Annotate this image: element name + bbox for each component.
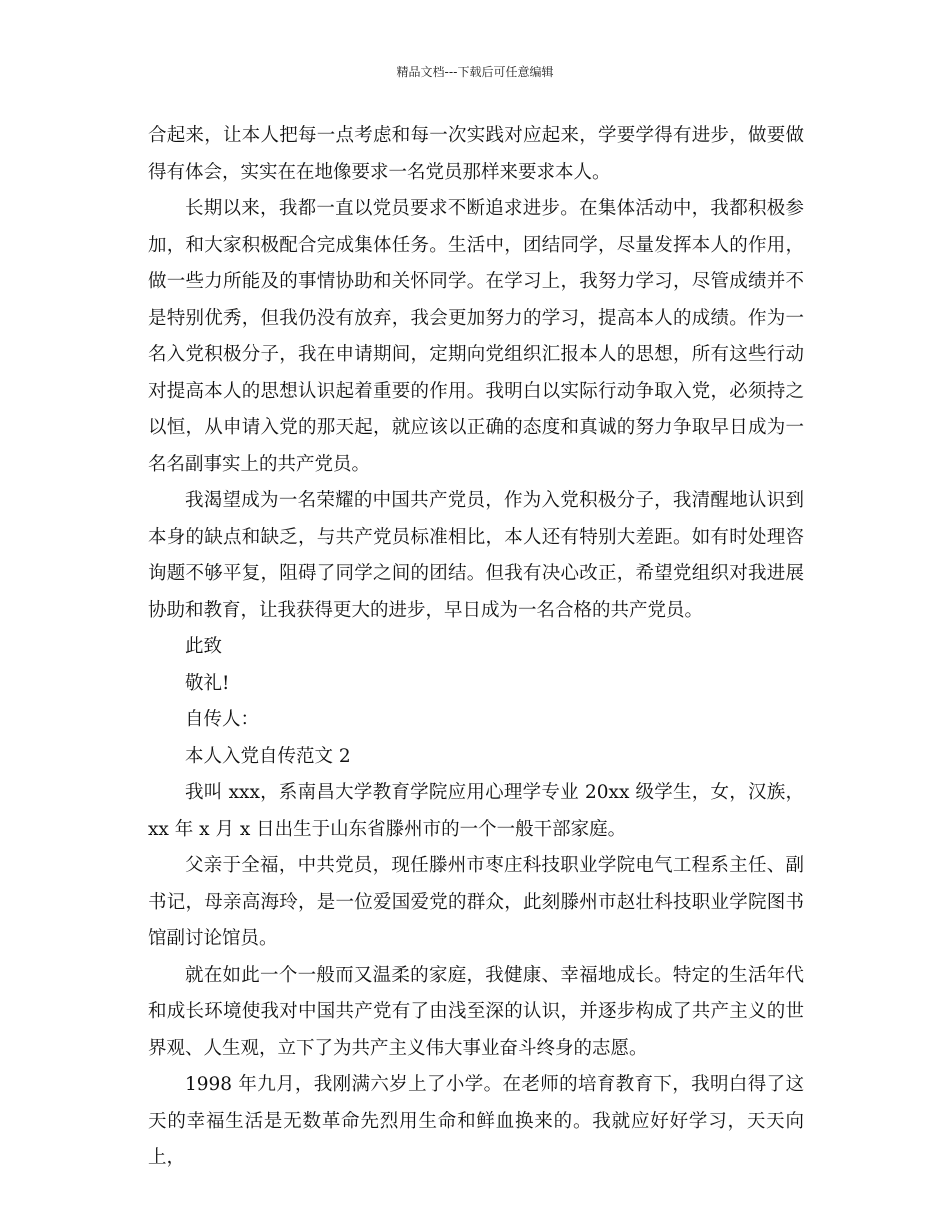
salutation-cizhi: 此致 [185, 636, 223, 657]
signature-label: 自传人： [185, 709, 260, 730]
paragraph-growth: 就在如此一个一般而又温柔的家庭，我健康、幸福地成长。特定的生活年代和成长环境使我对中国共产党有了由浅至深的认识，并逐步构成了共产主义的世界观、人生观，立下了为共产主义伟大事业奋斗终身的志愿。 [148, 964, 804, 1059]
paragraph-intro: 我叫 xxx，系南昌大学教育学院应用心理学专业 20xx 级学生，女，汉族，xx 年 x 月 x 日出生于山东省滕州市的一个一般干部家庭。 [148, 782, 804, 840]
section-title: 本人入党自传范文 2 [185, 745, 351, 767]
paragraph-2: 长期以来，我都一直以党员要求不断追求进步。在集体活动中，我都积极参加，和大家积极配合完成集体任务。生活中，团结同学，尽量发挥本人的作用，做一些力所能及的事情协助和关怀同学。在学习上，我努力学习，尽管成绩并不是特别优秀，但我仍没有放弃，我会更加努力的学习，提高本人的成绩。作为一名入党积极分子，我在申请期间，定期向党组织汇报本人的思想，所有这些行动对提高本人的思想认识起着重要的作用。我明白以实际行动争取入党，必须持之以恒，从申请入党的那天起，就应该以正确的态度和真诚的努力争取早日成为一名名副事实上的共产党员。 [148, 198, 804, 475]
paragraph-family: 父亲于全福，中共党员，现任滕州市枣庄科技职业学院电气工程系主任、副书记，母亲高海玲，是一位爱国爱党的群众，此刻滕州市赵壮科技职业学院图书馆副讨论馆员。 [148, 855, 804, 949]
document-body [148, 118, 804, 1177]
paragraph-3: 我渴望成为一名荣耀的中国共产党员，作为入党积极分子，我清醒地认识到本身的缺点和缺乏，与共产党员标准相比，本人还有特别大差距。如有时处理咨询题不够平复，阻碍了同学之间的团结。但我有决心改正，希望党组织对我进展协助和教育，让我获得更大的进步，早日成为一名合格的共产党员。 [148, 490, 804, 621]
page-header: 精品文档---下载后可任意编辑 [396, 65, 554, 79]
salutation-jingli: 敬礼! [185, 672, 230, 694]
paragraph-1: 合起来，让本人把每一点考虑和每一次实践对应起来，学要学得有进步，做要做得有体会，实实在在地像要求一名党员那样来要求本人。 [148, 125, 804, 183]
paragraph-school: 1998 年九月，我刚满六岁上了小学。在老师的培育教育下，我明白得了这天的幸福生活是无数革命先烈用生命和鲜血换来的。我就应好好学习，天天向上， [148, 1074, 804, 1168]
